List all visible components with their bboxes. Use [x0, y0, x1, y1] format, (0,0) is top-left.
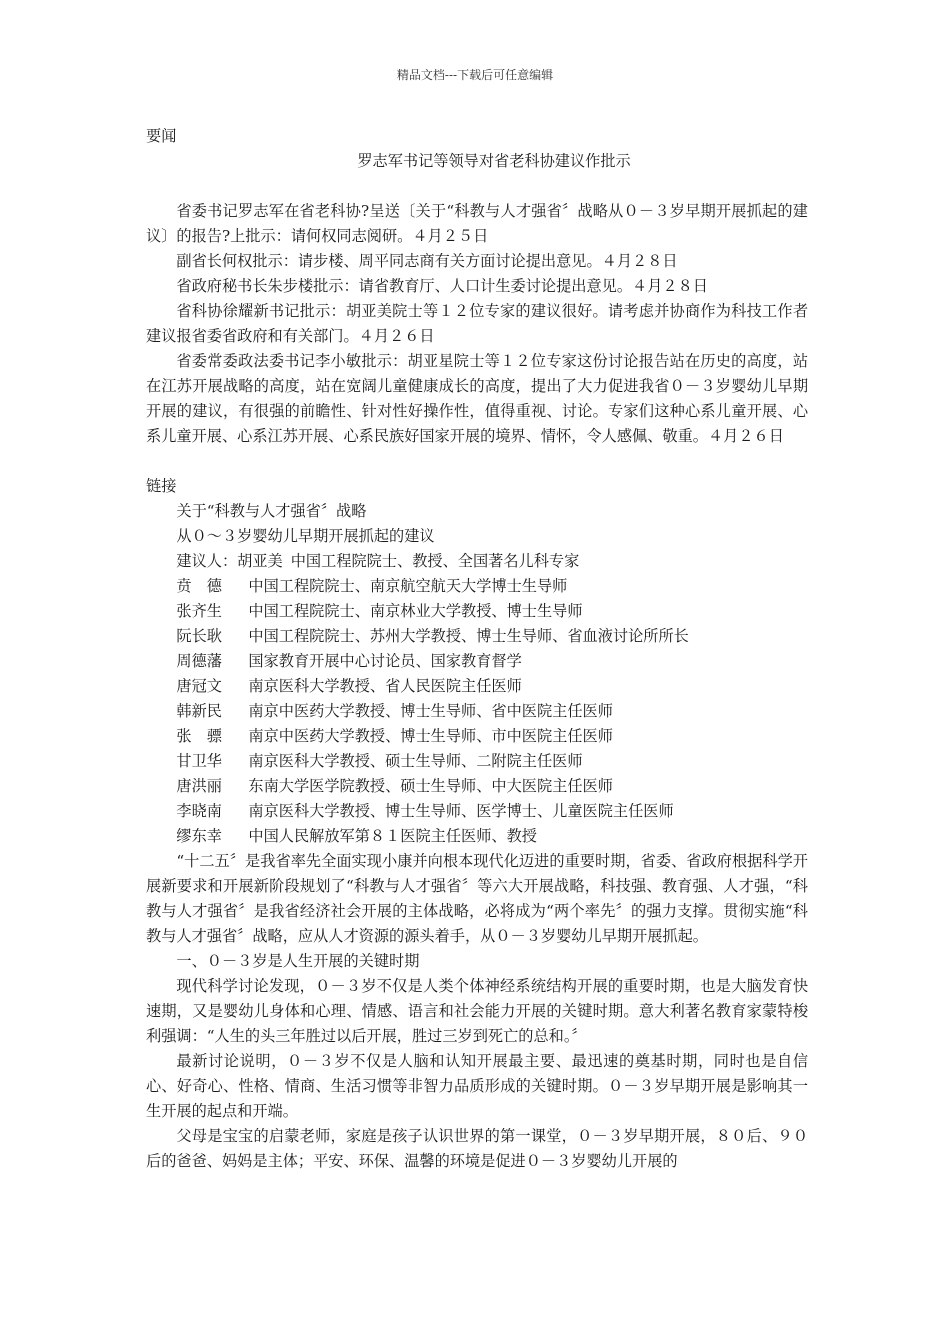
paragraph: “十二五〞是我省率先全面实现小康并向根本现代化迈进的重要时期，省委、省政府根据科学开展新要求和开展新阶段规划了“科教与人才强省〞等六大开展战略，科技强、教育强、人才强，“科教与人才强省〞是我省经济社会开展的主体战略，必将成为“两个率先〞的强力支撑。贯彻实施“科教与人才强省〞战略，应从人才资源的源头着手，从０－３岁婴幼儿早期开展抓起。	[146, 852, 808, 945]
expert-row	[146, 799, 808, 824]
spacer	[146, 174, 808, 199]
expert-row	[146, 549, 808, 574]
expert-desc: 中国工程院院士、教授、全国著名儿科专家	[290, 552, 580, 570]
section-label-link: 链接	[146, 477, 177, 495]
expert-desc: 中国工程院院士、苏州大学教授、博士生导师、省血液讨论所所长	[248, 627, 689, 645]
paragraph: 父母是宝宝的启蒙老师，家庭是孩子认识世界的第一课堂，０－３岁早期开展，８０后、９０后的爸爸、妈妈是主体；平安、环保、温馨的环境是促进０－３岁婴幼儿开展的	[146, 1127, 808, 1170]
expert-name: 韩新民	[176, 702, 222, 720]
expert-name: 李晓南	[176, 802, 222, 820]
expert-name: 甘卫华	[176, 752, 222, 770]
expert-desc: 南京医科大学教授、省人民医院主任医师	[248, 677, 522, 695]
expert-name: 缪东幸	[176, 827, 222, 845]
expert-name: 唐冠文	[176, 677, 222, 695]
expert-desc: 南京医科大学教授、硕士生导师、二附院主任医师	[248, 752, 583, 770]
page-header: 精品文档---下载后可任意编辑	[396, 68, 554, 82]
paragraph: 最新讨论说明，０－３岁不仅是人脑和认知开展最主要、最迅速的奠基时期，同时也是自信心、好奇心、性格、情商、生活习惯等非智力品质形成的关键时期。０－３岁早期开展是影响其一生开展的起点和开端。	[146, 1052, 808, 1120]
expert-row	[146, 824, 808, 849]
expert-name: 胡亚美	[237, 552, 283, 570]
paragraph: 现代科学讨论发现，０－３岁不仅是人类个体神经系统结构开展的重要时期，也是大脑发育快速期，又是婴幼儿身体和心理、情感、语言和社会能力开展的关键时期。意大利著名教育家蒙特梭利强调：“人生的头三年胜过以后开展，胜过三岁到死亡的总和。〞	[146, 977, 808, 1045]
paragraph: 副省长何权批示：请步楼、周平同志商有关方面讨论提出意见。４月２８日	[176, 252, 678, 270]
proposal-title-line: 从０～３岁婴幼儿早期开展抓起的建议	[176, 527, 435, 545]
expert-row	[146, 599, 808, 624]
expert-row	[146, 724, 808, 749]
expert-row	[146, 574, 808, 599]
expert-name: 唐洪丽	[176, 777, 222, 795]
proposal-title-line: 关于“科教与人才强省〞战略	[176, 502, 367, 520]
expert-row	[146, 699, 808, 724]
expert-name: 贲 德	[176, 577, 222, 595]
expert-name: 张 骠	[176, 727, 222, 745]
expert-row	[146, 674, 808, 699]
expert-desc: 国家教育开展中心讨论员、国家教育督学	[248, 652, 522, 670]
paragraph: 省科协徐耀新书记批示：胡亚美院士等１２位专家的建议很好。请考虑并协商作为科技工作者建议报省委省政府和有关部门。４月２６日	[146, 302, 808, 345]
expert-row	[146, 774, 808, 799]
expert-desc: 中国人民解放军第８１医院主任医师、教授	[248, 827, 537, 845]
paragraph: 省委常委政法委书记李小敏批示：胡亚星院士等１２位专家这份讨论报告站在历史的高度，站在江苏开展战略的高度，站在宽阔儿童健康成长的高度，提出了大力促进我省０－３岁婴幼儿早期开展的建议，有很强的前瞻性、针对性好操作性，值得重视、讨论。专家们这种心系儿童开展、心系儿童开展、心系江苏开展、心系民族好国家开展的境界、情怀，令人感佩、敬重。４月２６日	[146, 352, 808, 445]
section-heading: 一、０－３岁是人生开展的关键时期	[176, 952, 420, 970]
article-title: 罗志军书记等领导对省老科协建议作批示	[357, 152, 631, 170]
expert-row	[146, 624, 808, 649]
section-label-news: 要闻	[146, 127, 177, 145]
paragraph: 省政府秘书长朱步楼批示：请省教育厅、人口计生委讨论提出意见。４月２８日	[176, 277, 708, 295]
expert-desc: 东南大学医学院教授、硕士生导师、中大医院主任医师	[248, 777, 613, 795]
expert-name: 阮长耿	[176, 627, 222, 645]
expert-desc: 南京中医药大学教授、博士生导师、市中医院主任医师	[248, 727, 613, 745]
expert-desc: 南京医科大学教授、博士生导师、医学博士、儿童医院主任医师	[248, 802, 674, 820]
expert-desc: 中国工程院院士、南京航空航天大学博士生导师	[248, 577, 568, 595]
expert-desc: 中国工程院院士、南京林业大学教授、博士生导师	[248, 602, 583, 620]
expert-row	[146, 749, 808, 774]
expert-desc: 南京中医药大学教授、博士生导师、省中医院主任医师	[248, 702, 613, 720]
expert-row	[146, 649, 808, 674]
document-body	[146, 124, 808, 1174]
paragraph: 省委书记罗志军在省老科协?呈送〔关于“科教与人才强省〞战略从０－３岁早期开展抓起的建议〕的报告?上批示：请何权同志阅研。４月２５日	[146, 202, 808, 245]
proposer-prefix: 建议人：	[176, 552, 238, 570]
expert-name: 张齐生	[176, 602, 222, 620]
expert-name: 周德藩	[176, 652, 222, 670]
spacer	[146, 449, 808, 474]
